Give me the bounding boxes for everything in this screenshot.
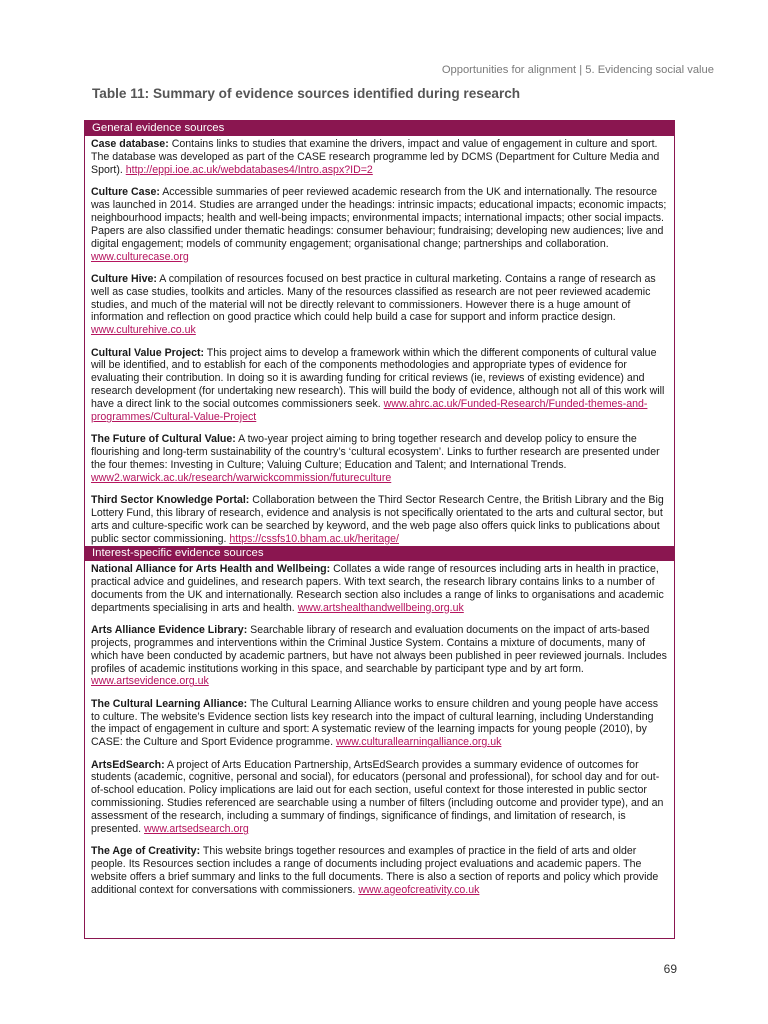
entry-name: Culture Hive: bbox=[91, 272, 157, 285]
entry-arts-alliance-evidence-library bbox=[91, 624, 667, 689]
entry-name: ArtsEdSearch: bbox=[91, 758, 165, 771]
entry-national-alliance-arts-health bbox=[91, 563, 667, 615]
table-title: Table 11: Summary of evidence sources identified during research bbox=[92, 86, 521, 101]
entry-link[interactable]: www.artshealthandwellbeing.org.uk bbox=[297, 601, 464, 614]
entry-description: Collates a wide range of resources including arts in health in practice, practical advice and guidelines, and research papers. With text search, the research library contains links to a number of documents from the UK and internationally. Research section also includes a range of links to organisations and academic departments specialising in arts and health. bbox=[91, 562, 664, 614]
entry-culture-hive bbox=[91, 273, 667, 338]
entry-name: The Cultural Learning Alliance: bbox=[91, 697, 248, 710]
entry-description: Contains links to studies that examine the drivers, impact and value of engagement in culture and sport. The database was developed as part of the CASE research programme led by DCMS (Department for Culture Media and Sport). bbox=[91, 138, 660, 176]
entry-name: Culture Case: bbox=[91, 186, 160, 199]
entry-description: The Cultural Learning Alliance works to ensure children and young people have access to culture. The website’s Evidence section lists key research into the impact of cultural learning, including Understanding the impact of engagement in culture and sport: A systematic review of the learning impacts for young people (2010), by CASE: the Culture and Sport Evidence programme. bbox=[91, 697, 659, 749]
entry-link[interactable]: www.ahrc.ac.uk/Funded-Research/Funded-themes-and-programmes/Cultural-Value-Project bbox=[91, 398, 648, 424]
entry-description: Accessible summaries of peer reviewed academic research from the UK and internationally. The resource was launched in 2014. Studies are arranged under the headings: intrinsic impacts; educational impacts; economic impacts; neighbourhood impacts; health and well-being impacts; environmental impacts; international impacts; other social impacts. Papers are also classified under thematic headings: consumer behaviour; fundraising; developing new audiences; live and digital engagement; models of community engagement; organisational change; partnerships and collaboration. bbox=[91, 186, 667, 250]
entry-link[interactable]: www2.warwick.ac.uk/research/warwickcommission/futureculture bbox=[91, 472, 392, 485]
entry-description: A project of Arts Education Partnership, ArtsEdSearch provides a summary evidence of outcomes for students (academic, cognitive, personal and social), for educators (personal and professional), for school day and for out-of-school education. Policy implications are laid out for each section, useful context for those interested in public sector commissioning. Studies referenced are searchable using a number of filters (including outcome and provider type), and an assessment of the research, including a summary of findings, significance of findings, and limitation of research, is presented. bbox=[91, 758, 664, 836]
entry-name: Third Sector Knowledge Portal: bbox=[91, 494, 250, 507]
page-number: 69 bbox=[663, 962, 677, 976]
entry-culture-case bbox=[91, 186, 667, 263]
entry-link[interactable]: http://eppi.ioe.ac.uk/webdatabases4/Intro.aspx?ID=2 bbox=[125, 163, 373, 176]
entry-link[interactable]: www.artsedsearch.org bbox=[144, 823, 249, 836]
entry-artsedsearch bbox=[91, 759, 667, 836]
entry-description: This project aims to develop a framework within which the different components of cultural value will be identified, and to establish for each of the components methodologies and appropriate types of evidence for evaluating their contribution. In doing so it is awarding funding for critical reviews (ie, reviews of existing evidence) and research development (for undertaking new research). This will build the body of evidence, although not all of this work will have a direct link to the social outcomes commissioners seek. bbox=[91, 346, 665, 411]
section-heading-interest-specific: Interest-specific evidence sources bbox=[85, 546, 674, 561]
entry-description: Searchable library of research and evaluation documents on the impact of arts-based projects, programmes and interventions within the Criminal Justice System. Contains a mixture of documents, many of which have been conducted by academic partners, but have not always been published in peer reviewed journals. Includes profiles of academic institutions working in this space, and searchable by participant type and by art form. bbox=[91, 623, 667, 675]
entry-link[interactable]: www.ageofcreativity.co.uk bbox=[358, 883, 480, 896]
general-sources-list bbox=[85, 136, 674, 546]
entry-name: Case database: bbox=[91, 138, 169, 150]
entry-description: A two-year project aiming to bring together research and develop policy to ensure the flourishing and long-term sustainability of the country’s ‘cultural ecosystem’. Links to further research are presented under the four themes: Investing in Culture; Valuing Culture; Education and Talent; and International Trends. bbox=[91, 433, 660, 472]
entry-link[interactable]: www.culturallearningalliance.org.uk bbox=[335, 736, 502, 749]
entry-name: National Alliance for Arts Health and Wellbeing: bbox=[91, 562, 331, 575]
entry-name: The Future of Cultural Value: bbox=[91, 433, 236, 446]
entry-description: Collaboration between the Third Sector Research Centre, the British Library and the Big Lottery Fund, this library of research, evidence and analysis is not specifically orientated to the arts and cultural sector, but arts and culture-specific work can be searched by keyword, and the web page also offers quick links to publications about public sector commissioning. bbox=[91, 494, 664, 545]
entry-description: This website brings together resources and examples of practice in the field of arts and older people. Its Resources section includes a range of documents including project evaluations and academic papers. The website offers a brief summary and links to the full documents. There is also a section of reports and policy which provide additional context for conversations with commissioners. bbox=[91, 845, 659, 896]
interest-specific-sources-list bbox=[85, 561, 674, 897]
entry-future-of-cultural-value bbox=[91, 433, 667, 485]
entry-cultural-learning-alliance bbox=[91, 698, 667, 750]
evidence-table bbox=[84, 120, 675, 939]
entry-link[interactable]: https://cssfs10.bham.ac.uk/heritage/ bbox=[229, 532, 399, 545]
entry-link[interactable]: www.culturehive.co.uk bbox=[91, 324, 196, 337]
entry-name: Arts Alliance Evidence Library: bbox=[91, 623, 248, 636]
entry-link[interactable]: www.artsevidence.org.uk bbox=[91, 675, 209, 688]
entry-age-of-creativity bbox=[91, 845, 667, 897]
entry-cultural-value-project bbox=[91, 347, 667, 424]
entry-link[interactable]: www.culturecase.org bbox=[91, 250, 189, 263]
running-head: Opportunities for alignment | 5. Evidencing social value bbox=[441, 64, 714, 76]
entry-third-sector-knowledge-portal bbox=[91, 494, 667, 546]
entry-name: The Age of Creativity: bbox=[91, 845, 201, 858]
entry-description: A compilation of resources focused on best practice in cultural marketing. Contains a range of research as well as case studies, toolkits and articles. Many of the resources classified as research are not peer reviewed academic studies, and much of the material will not be directly relevant to commissioners. However there is a huge amount of information and reflection on good practice which could help build a case for support and inform practice design. bbox=[91, 272, 656, 324]
section-heading-general: General evidence sources bbox=[85, 121, 674, 136]
entry-case-database bbox=[91, 138, 667, 177]
entry-name: Cultural Value Project: bbox=[91, 346, 205, 359]
